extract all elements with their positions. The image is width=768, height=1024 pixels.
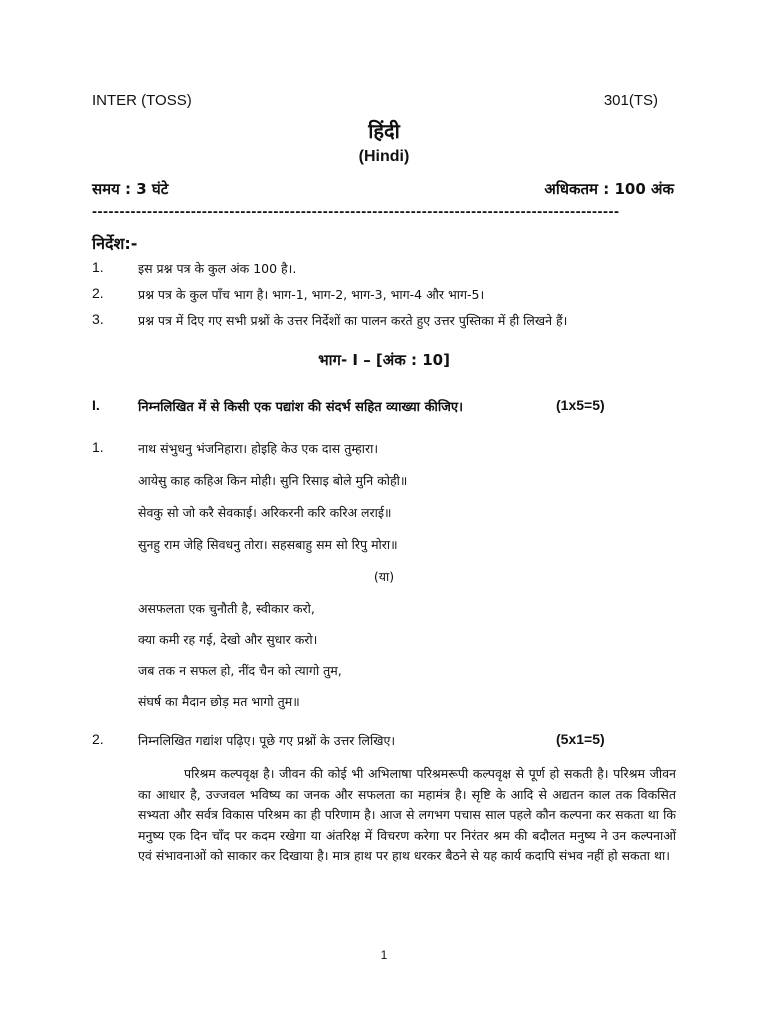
- paper-code: 301(TS): [603, 92, 658, 109]
- instruction-text: प्रश्न पत्र में दिए गए सभी प्रश्नों के उत्तर निर्देशों का पालन करते हुए उत्तर पुस्तिका में ही लिखने हैं।: [138, 313, 568, 328]
- instruction-text: प्रश्न पत्र के कुल पाँच भाग है। भाग-1, भाग-2, भाग-3, भाग-4 और भाग-5।: [138, 287, 485, 302]
- poem-line: असफलता एक चुनौती है, स्वीकार करो,: [138, 601, 315, 616]
- question-number: I.: [92, 397, 100, 413]
- poem-line: नाथ संभुधनु भंजनिहारा। होइहि केउ एक दास तुम्हारा।: [138, 441, 379, 456]
- poem-line: क्या कमी रह गई, देखो और सुधार करो।: [138, 632, 318, 647]
- section-heading: भाग- I – [अंक : 10]: [318, 351, 450, 369]
- instruction-number: 3.: [92, 311, 104, 327]
- poem-line: आयेसु काह कहिअ किन मोही। सुनि रिसाइ बोले मुनि कोही॥: [138, 473, 408, 488]
- dashed-divider: ------------------------------------------------------------------------------------------------: [92, 203, 620, 220]
- instruction-number: 2.: [92, 285, 104, 301]
- sub-question-number: 1.: [92, 439, 104, 455]
- sub-question-marks: (5x1=5): [556, 731, 605, 747]
- subject-title-hindi: हिंदी: [368, 119, 400, 143]
- poem-line: सेवकु सो जो करै सेवकाई। अरिकरनी करि करिअ लराई॥: [138, 505, 392, 520]
- poem-line: जब तक न सफल हो, नींद चैन को त्यागो तुम,: [138, 663, 342, 678]
- subject-title-english: (Hindi): [358, 148, 410, 165]
- instructions-heading: निर्देश:-: [92, 234, 138, 253]
- instruction-number: 1.: [92, 259, 104, 275]
- prose-passage: परिश्रम कल्पवृक्ष है। जीवन की कोई भी अभिलाषा परिश्रमरूपी कल्पवृक्ष से पूर्ण हो सकती है। परिश्रम जीवन का आधार है, उज्जवल भविष्य का जनक और सफलता का महामंत्र है। सृष्टि के आदि से अद्यतन काल तक विकसित सभ्यता और सर्वत्र विकास परिश्रम का ही परिणाम है। आज से लगभग पचास साल पहले कौन कल्पना कर सकता था कि मनुष्य एक दिन चाँद पर कदम रखेगा या अंतरिक्ष में विचरण करेगा पर निरंतर श्रम की बदौलत मनुष्य ने उन कल्पनाओं एवं संभावनाओं को साकार कर दिखाया है। मात्र हाथ पर हाथ धरकर बैठने से यह कार्य कदापि संभव नहीं हो सकता था।: [138, 766, 676, 863]
- maximum-marks: अधिकतम : 100 अंक: [544, 180, 674, 198]
- or-separator: (या): [373, 569, 395, 584]
- time-allowed: समय : 3 घंटे: [92, 180, 169, 198]
- sub-question-number: 2.: [92, 731, 104, 747]
- instruction-text: इस प्रश्न पत्र के कुल अंक 100 है।.: [138, 261, 297, 276]
- question-marks: (1x5=5): [556, 397, 605, 413]
- question-text: निम्नलिखित में से किसी एक पद्यांश की संदर्भ सहित व्याख्या कीजिए।: [138, 400, 464, 415]
- sub-question-text: निम्नलिखित गद्यांश पढ़िए। पूछे गए प्रश्नों के उत्तर लिखिए।: [138, 733, 396, 748]
- exam-board-code: INTER (TOSS): [92, 92, 192, 109]
- poem-line: सुनहु राम जेहि सिवधनु तोरा। सहसबाहु सम सो रिपु मोरा॥: [138, 537, 398, 552]
- poem-line: संघर्ष का मैदान छोड़ मत भागो तुम॥: [138, 694, 300, 709]
- page-number: 1: [380, 948, 388, 962]
